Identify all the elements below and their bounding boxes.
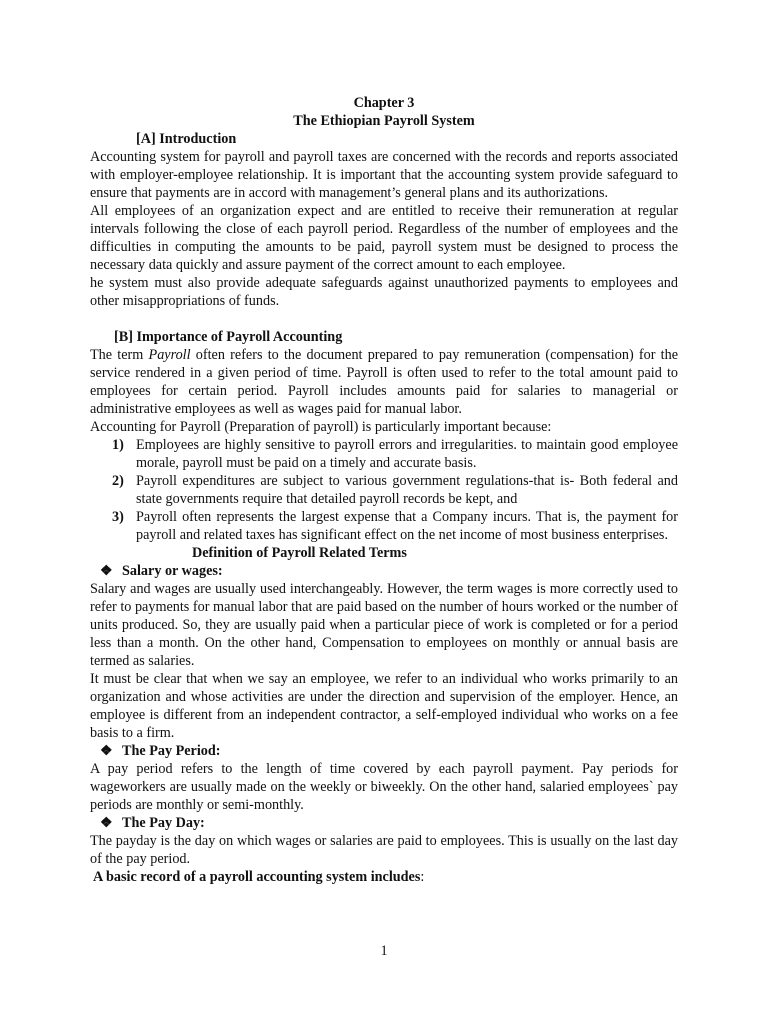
pay-period-heading-label: The Pay Period: bbox=[122, 743, 221, 759]
list-item bbox=[90, 472, 678, 508]
importance-paragraph-1 bbox=[90, 346, 678, 418]
payroll-term: Payroll bbox=[148, 347, 191, 363]
diamond-bullet-icon: ❖ bbox=[100, 563, 113, 579]
salary-heading bbox=[90, 562, 678, 580]
salary-paragraph-2: It must be clear that when we say an employee, we refer to an individual who works primarily to an organization and whose activities are under the direction and supervision of the employer. Hence, an employee is different from an independent contractor, a self-employed individual who works on a fee basis to a firm. bbox=[90, 671, 678, 741]
intro-paragraph-3: he system must also provide adequate safeguards against unauthorized payments to employees and other misappropriations of funds. bbox=[90, 275, 678, 309]
pay-period-paragraph: A pay period refers to the length of time covered by each payroll payment. Pay periods for wageworkers are usually made on the weekly or biweekly. On the other hand, salaried employees` pay periods are monthly or semi-monthly. bbox=[90, 761, 678, 813]
list-number: 3) bbox=[112, 509, 124, 525]
intro-paragraph-1: Accounting system for payroll and payroll taxes are concerned with the records and reports associated with employer-employee relationship. It is important that the accounting system provide safeguard to ensure that payments are in accord with management’s general plans and its authorizations. bbox=[90, 149, 678, 201]
chapter-title: The Ethiopian Payroll System bbox=[293, 113, 475, 129]
basic-record-colon: : bbox=[420, 869, 425, 885]
basic-record-line bbox=[90, 868, 678, 886]
list-item bbox=[90, 436, 678, 472]
basic-record-text: A basic record of a payroll accounting system includes bbox=[93, 869, 421, 885]
document-page bbox=[90, 94, 678, 886]
importance-paragraph-2: Accounting for Payroll (Preparation of payroll) is particularly important because: bbox=[90, 419, 552, 435]
diamond-bullet-icon: ❖ bbox=[100, 815, 113, 831]
diamond-bullet-icon: ❖ bbox=[100, 743, 113, 759]
intro-paragraph-2: All employees of an organization expect and are entitled to receive their remuneration at regular intervals following the close of each payroll period. Regardless of the number of employees and the difficulties in computing the amounts to be paid, payroll system must be designed to process the necessary data quickly and assure payment of the correct amount to each employee. bbox=[90, 203, 678, 273]
pay-day-heading-label: The Pay Day: bbox=[122, 815, 205, 831]
importance-list bbox=[90, 436, 678, 544]
salary-paragraph-1: Salary and wages are usually used interchangeably. However, the term wages is more correctly used to refer to payments for manual labor that are paid based on the number of hours worked or the number of units produced. So, they are usually paid when a particular piece of work is completed or for a period less than a month. On the other hand, Compensation to employees on monthly or annual basis are termed as salaries. bbox=[90, 581, 678, 669]
payroll-text-post: often refers to the document prepared to pay remuneration (compensation) for the service rendered in a given period of time. Payroll is often used to refer to the total amount paid to employees for certain period. Payroll includes amounts paid for salaries to managerial or administrative employees as well as wages paid for manual labor. bbox=[90, 347, 679, 417]
list-item bbox=[90, 508, 678, 544]
list-item-text: Payroll expenditures are subject to various government regulations-that is- Both federal and state governments require that detailed payroll records be kept, and bbox=[136, 473, 678, 507]
list-number: 2) bbox=[112, 473, 124, 489]
salary-heading-label: Salary or wages: bbox=[122, 563, 223, 579]
pay-period-heading bbox=[90, 742, 678, 760]
pay-day-paragraph: The payday is the day on which wages or salaries are paid to employees. This is usually on the last day of the pay period. bbox=[90, 833, 678, 867]
list-item-text: Employees are highly sensitive to payroll errors and irregularities. to maintain good employee morale, payroll must be paid on a timely and accurate basis. bbox=[136, 437, 678, 471]
chapter-label: Chapter 3 bbox=[353, 95, 415, 111]
pay-day-heading bbox=[90, 814, 678, 832]
section-b-heading: [B] Importance of Payroll Accounting bbox=[114, 329, 343, 345]
payroll-text-pre: The term bbox=[90, 347, 149, 363]
page-number: 1 bbox=[380, 943, 388, 959]
definitions-title: Definition of Payroll Related Terms bbox=[192, 545, 407, 561]
list-item-text: Payroll often represents the largest expense that a Company incurs. That is, the payment for payroll and related taxes has significant effect on the net income of most business enterprises. bbox=[136, 509, 678, 543]
list-number: 1) bbox=[112, 437, 124, 453]
section-a-heading: [A] Introduction bbox=[136, 131, 237, 147]
